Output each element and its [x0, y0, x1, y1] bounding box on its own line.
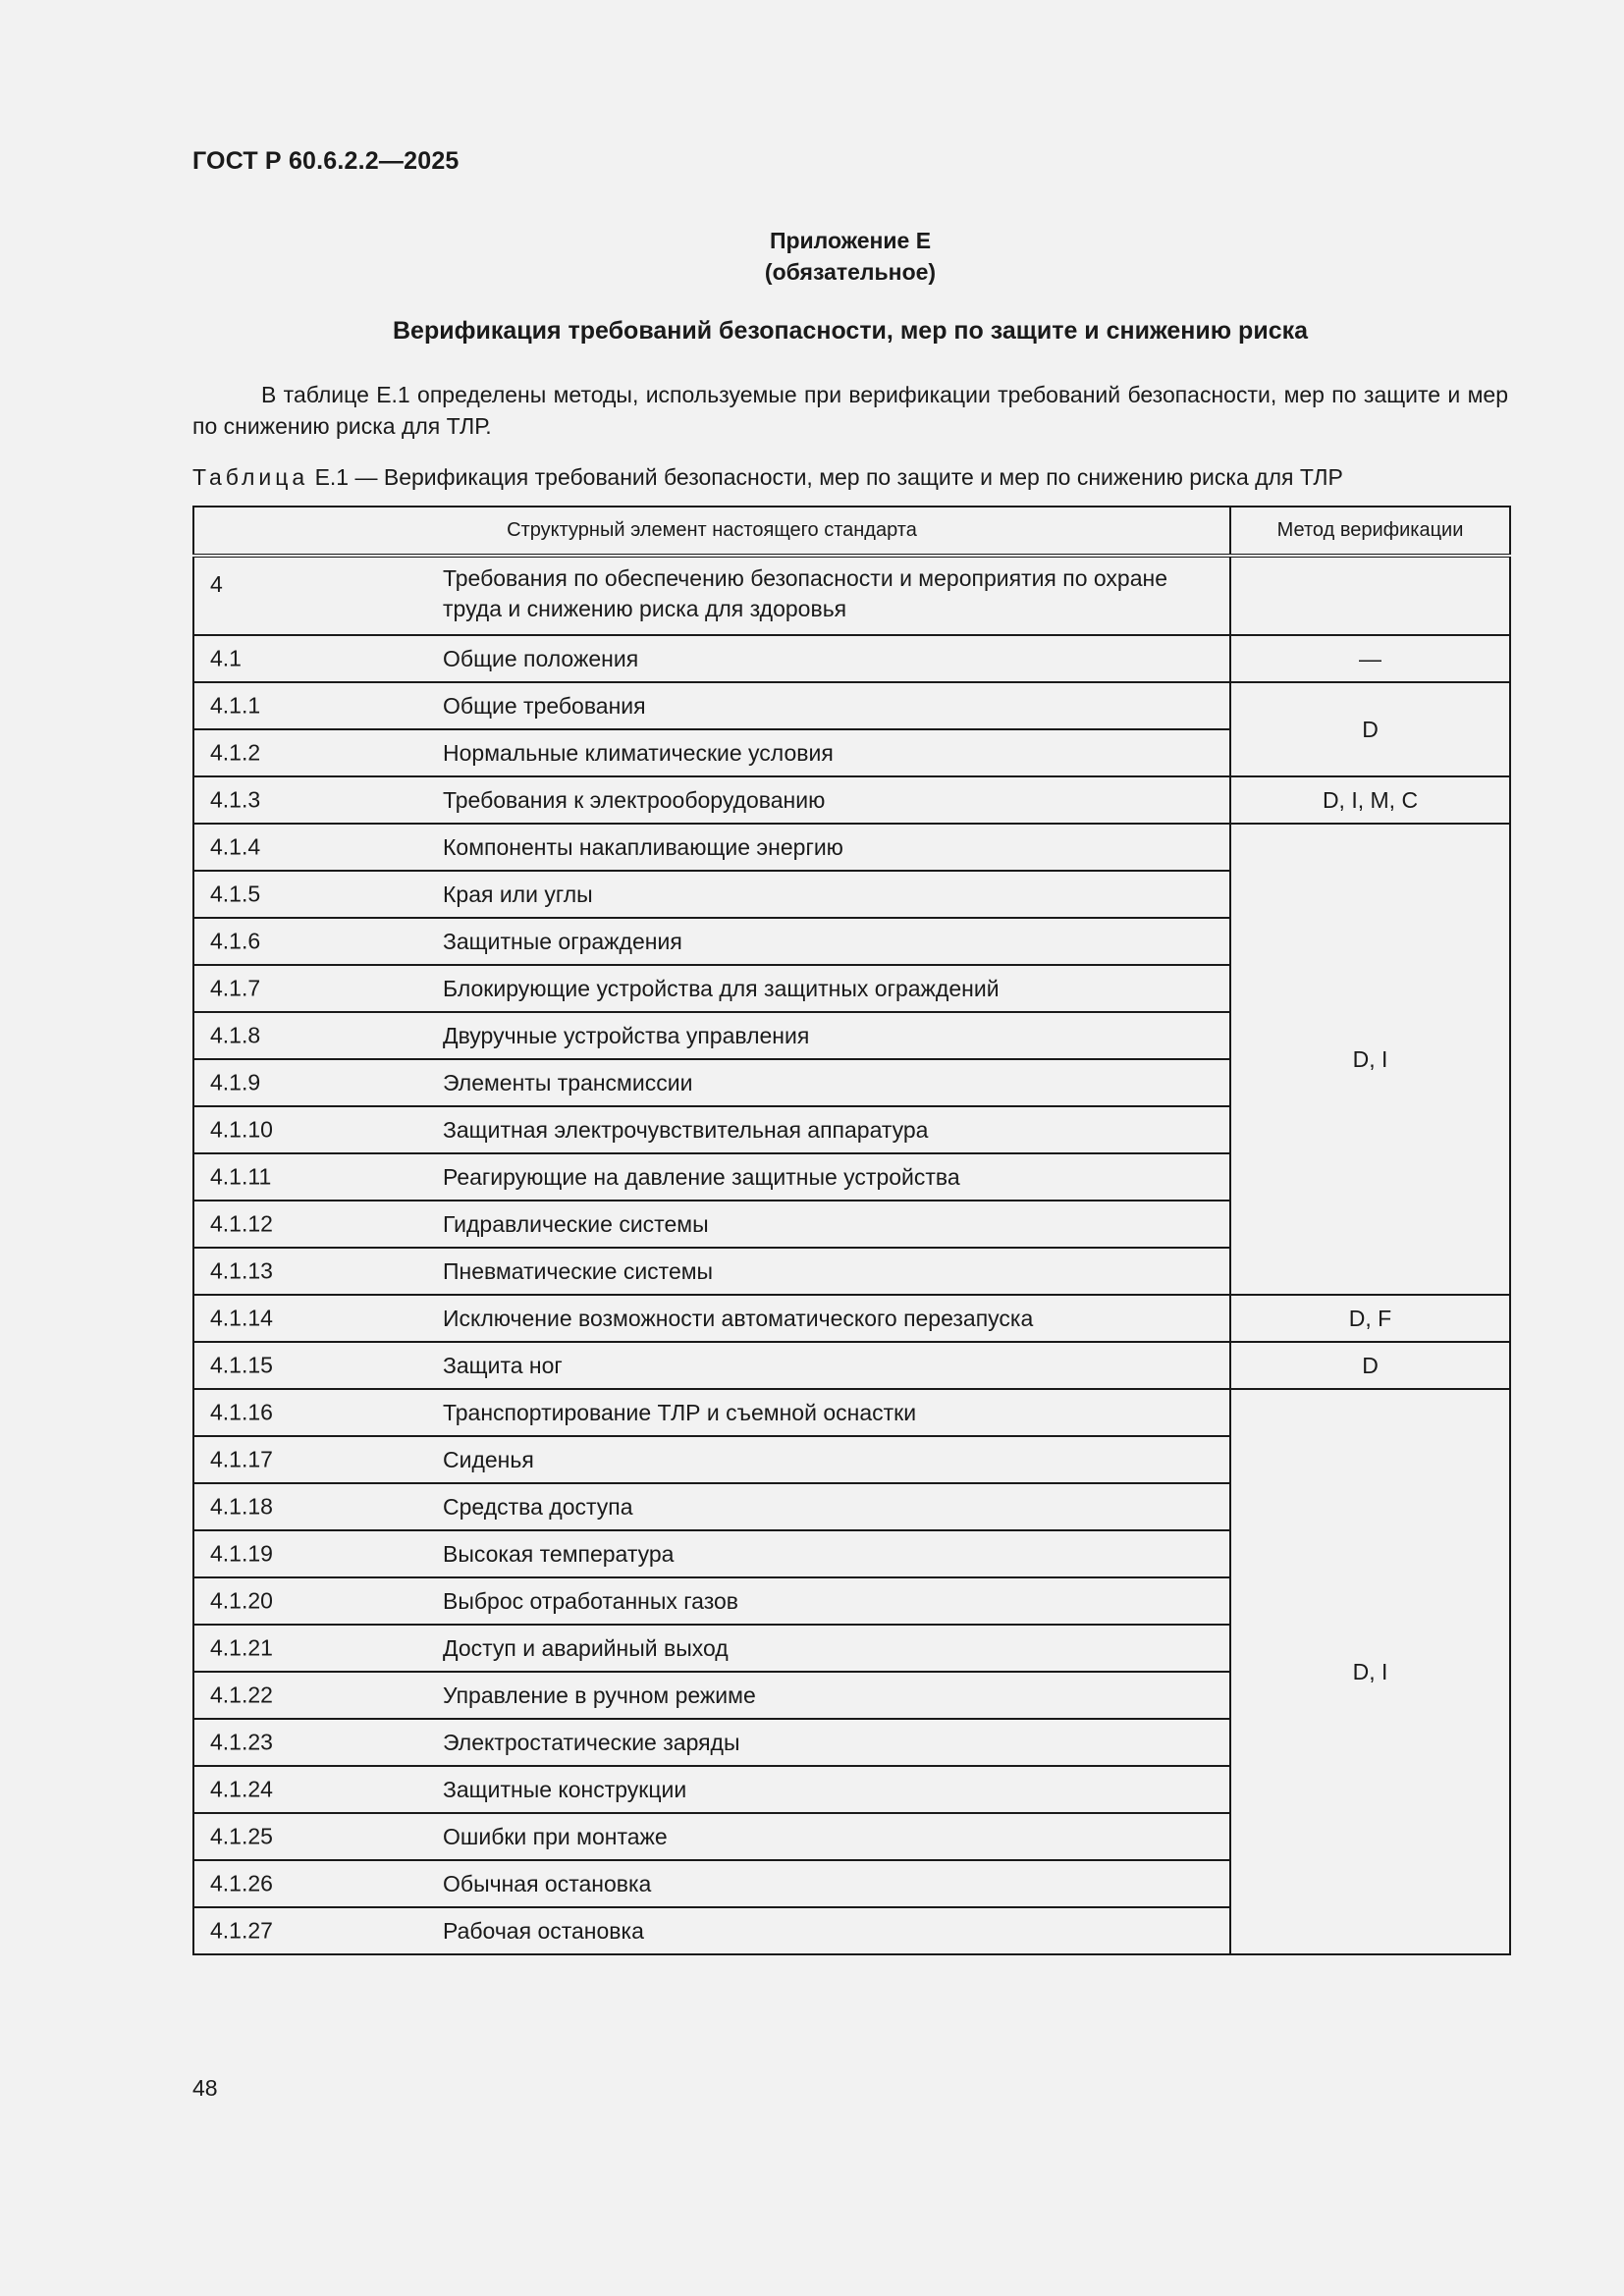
element-number: 4.1.12: [210, 1210, 273, 1237]
element-name: Транспортирование ТЛР и съемной оснастки: [443, 1399, 917, 1425]
element-name: Рабочая остановка: [443, 1917, 644, 1944]
table-caption-text: Е.1 — Верификация требований безопасности, мер по защите и мер по снижению риска для ТЛР: [314, 464, 1343, 490]
element-name: Требования к электрооборудованию: [443, 786, 826, 813]
element-name: Сиденья: [443, 1446, 534, 1472]
element-number: 4.1.18: [210, 1493, 273, 1520]
method-cell: D, I: [1230, 1389, 1510, 1954]
element-cell: [193, 556, 1230, 635]
element-name: Общие положения: [443, 645, 639, 671]
element-number: 4.1.25: [210, 1823, 273, 1849]
table-row: [193, 682, 1510, 729]
element-number: 4.1.16: [210, 1399, 273, 1425]
element-cell: [193, 1201, 1230, 1248]
element-cell: [193, 776, 1230, 824]
element-number: 4.1.2: [210, 739, 261, 766]
element-number: 4.1.3: [210, 786, 261, 813]
element-number: 4.1.26: [210, 1870, 273, 1896]
element-number: 4.1.8: [210, 1022, 261, 1048]
element-number: 4.1: [210, 645, 242, 671]
element-name: Элементы трансмиссии: [443, 1069, 693, 1095]
element-name: Защитные ограждения: [443, 928, 682, 954]
element-name: Нормальные климатические условия: [443, 739, 834, 766]
element-name: Защита ног: [443, 1352, 563, 1378]
element-name: Блокирующие устройства для защитных ограждений: [443, 975, 1000, 1001]
annex-status: (обязательное): [764, 259, 937, 285]
element-cell: [193, 1483, 1230, 1530]
element-name: Требования по обеспечению безопасности и мероприятия по охране труда и снижению риска для здоровья: [443, 565, 1168, 621]
column-header-element: Структурный элемент настоящего стандарта: [193, 507, 1230, 556]
element-cell: [193, 871, 1230, 918]
element-name: Общие требования: [443, 692, 646, 719]
element-name: Защитные конструкции: [443, 1776, 687, 1802]
element-name: Реагирующие на давление защитные устройства: [443, 1163, 960, 1190]
element-cell: [193, 1766, 1230, 1813]
element-name: Пневматические системы: [443, 1257, 714, 1284]
element-cell: [193, 635, 1230, 682]
annex-heading: [192, 225, 1508, 288]
element-number: 4.1.14: [210, 1305, 273, 1331]
element-number: 4.1.9: [210, 1069, 261, 1095]
element-number: 4.1.20: [210, 1587, 273, 1614]
element-number: 4.1.24: [210, 1776, 273, 1802]
method-cell: [1230, 556, 1510, 635]
element-cell: [193, 1436, 1230, 1483]
element-cell: [193, 965, 1230, 1012]
element-cell: [193, 1106, 1230, 1153]
document-code: ГОСТ Р 60.6.2.2—2025: [192, 147, 460, 175]
element-name: Ошибки при монтаже: [443, 1823, 668, 1849]
method-cell: D, F: [1230, 1295, 1510, 1342]
verification-table: [192, 506, 1511, 1955]
table-row: [193, 635, 1510, 682]
element-cell: [193, 1813, 1230, 1860]
element-name: Управление в ручном режиме: [443, 1682, 756, 1708]
table-row: [193, 556, 1510, 635]
element-number: 4.1.4: [210, 833, 261, 860]
element-cell: [193, 1389, 1230, 1436]
element-name: Исключение возможности автоматического перезапуска: [443, 1305, 1034, 1331]
element-number: 4.1.22: [210, 1682, 273, 1708]
element-cell: [193, 1719, 1230, 1766]
element-cell: [193, 682, 1230, 729]
table-caption-label: Таблица: [192, 464, 309, 490]
element-cell: [193, 1672, 1230, 1719]
element-name: Доступ и аварийный выход: [443, 1634, 729, 1661]
element-cell: [193, 1577, 1230, 1625]
element-cell: [193, 918, 1230, 965]
method-cell: D, I: [1230, 824, 1510, 1295]
method-cell: D: [1230, 1342, 1510, 1389]
page-number: 48: [192, 2075, 218, 2101]
element-number: 4.1.6: [210, 928, 261, 954]
element-cell: [193, 824, 1230, 871]
element-name: Электростатические заряды: [443, 1729, 740, 1755]
element-cell: [193, 1625, 1230, 1672]
element-number: 4.1.23: [210, 1729, 273, 1755]
element-number: 4.1.7: [210, 975, 261, 1001]
element-cell: [193, 1248, 1230, 1295]
element-cell: [193, 1059, 1230, 1106]
element-cell: [193, 1860, 1230, 1907]
element-name: Компоненты накапливающие энергию: [443, 833, 843, 860]
element-cell: [193, 1907, 1230, 1954]
table-row: [193, 776, 1510, 824]
element-number: 4.1.19: [210, 1540, 273, 1567]
element-name: Гидравлические системы: [443, 1210, 709, 1237]
element-number: 4.1.11: [210, 1163, 272, 1190]
element-number: 4.1.15: [210, 1352, 273, 1378]
method-cell: D, I, M, C: [1230, 776, 1510, 824]
element-number: 4.1.1: [210, 692, 261, 719]
element-cell: [193, 1153, 1230, 1201]
element-name: Обычная остановка: [443, 1870, 652, 1896]
method-cell: D: [1230, 682, 1510, 776]
table-caption: [192, 464, 1528, 491]
table-row: [193, 1295, 1510, 1342]
intro-paragraph: В таблице Е.1 определены методы, используемые при верификации требований безопасности, мер по защите и мер по снижению риска для ТЛР.: [192, 382, 1508, 439]
method-cell: —: [1230, 635, 1510, 682]
element-number: 4.1.5: [210, 881, 261, 907]
table-row: [193, 1389, 1510, 1436]
element-name: Края или углы: [443, 881, 593, 907]
element-name: Защитная электрочувствительная аппаратура: [443, 1116, 929, 1143]
element-name: Выброс отработанных газов: [443, 1587, 738, 1614]
element-number: 4.1.21: [210, 1634, 273, 1661]
element-number: 4.1.17: [210, 1446, 273, 1472]
table-row: [193, 824, 1510, 871]
element-name: Высокая температура: [443, 1540, 675, 1567]
element-number: 4.1.10: [210, 1116, 273, 1143]
element-cell: [193, 1012, 1230, 1059]
element-cell: [193, 1530, 1230, 1577]
element-name: Средства доступа: [443, 1493, 633, 1520]
element-cell: [193, 729, 1230, 776]
element-number: 4.1.13: [210, 1257, 273, 1284]
element-cell: [193, 1342, 1230, 1389]
element-name: Двуручные устройства управления: [443, 1022, 810, 1048]
element-cell: [193, 1295, 1230, 1342]
annex-title: Приложение Е: [769, 228, 932, 253]
column-header-method: Метод верификации: [1230, 507, 1510, 556]
element-number: 4: [210, 571, 223, 597]
table-row: [193, 1342, 1510, 1389]
table-header-row: [193, 507, 1510, 556]
section-title: Верификация требований безопасности, мер по защите и снижению риска: [392, 317, 1309, 345]
element-number: 4.1.27: [210, 1917, 273, 1944]
